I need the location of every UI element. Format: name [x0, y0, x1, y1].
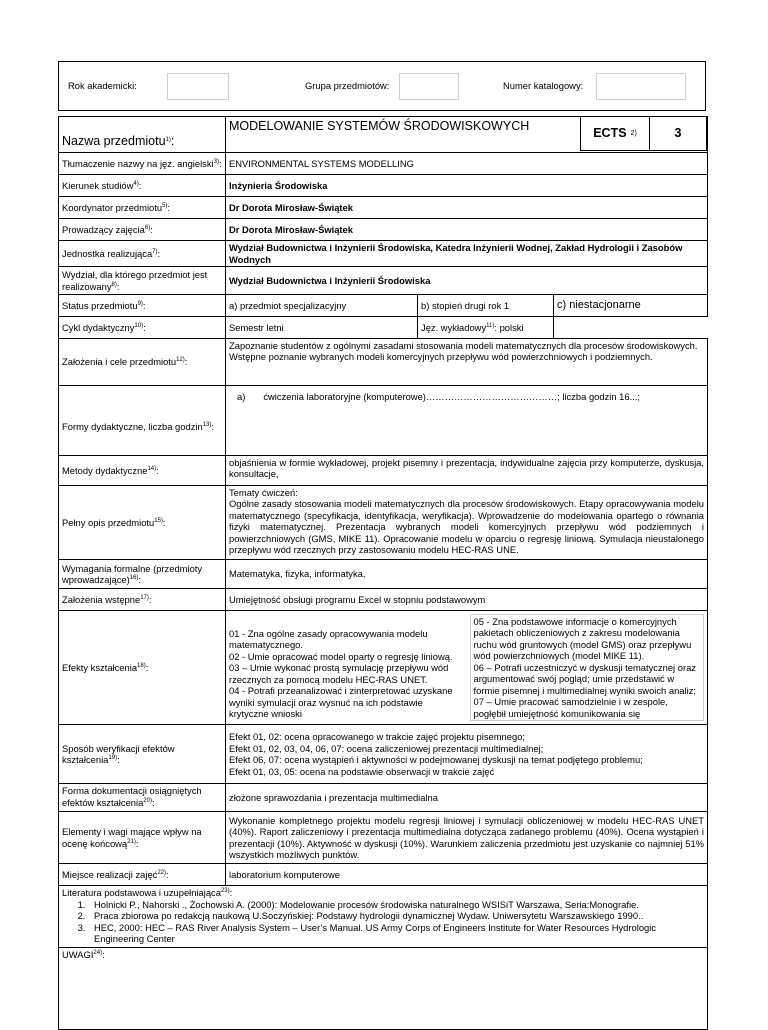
- rok-akademicki-field[interactable]: [167, 73, 229, 100]
- metody-label: Metody dydaktyczne$^{14)}$:: [59, 456, 226, 486]
- grupa-przedmiotow-label: Grupa przedmiotów:: [305, 80, 390, 91]
- ects-value-box: 3: [649, 116, 707, 151]
- dokumentacja-value: złożone sprawozdania i prezentacja multimedialna: [226, 784, 708, 812]
- elementy-value: Wykonanie kompletnego projektu modelu regresji liniowej i symulacji obliczeniowej w modelu HEC-RAS UNET (40%). Raport zaliczeniowy i prezentacja multimedialna dotycząca zadanego problemu (40%). Ocena wystąpień i prezentacji (10%). Aktywność w dyskusji (10%). Warunkiem zaliczenia przedmiotu jest uzyskanie co najmniej 51% wszystkich możliwych punktów.: [226, 812, 708, 864]
- literatura-item: 1. Holnicki P., Nahorski ., Żochowski A. (2000): Modelowanie procesów środowiska naturalnego WSISiT Warszawa, Seria:Monografie.: [88, 899, 704, 910]
- metody-value: objaśnienia w formie wykładowej, projekt pisemny i prezentacja, indywidualne zajęcia przy komputerze, dyskusja, konsultacje,: [226, 456, 708, 486]
- jednostka-label: Jednostka realizująca$^{7)}$:: [59, 241, 226, 267]
- status-c: c) niestacjonarne: [554, 295, 708, 317]
- literatura-item: 3. HEC, 2000: HEC – RAS River Analysis System – User’s Manual. US Army Corps of Engineers Institute for Water Resources Hydrologic Engineering Center: [88, 922, 704, 945]
- weryfikacja-value: Efekt 01, 02: ocena opracowanego w trakcie zajęć projektu pisemnego; Efekt 01, 02, 03, 04, 06, 07: ocena zaliczeniowej prezentacji multimedialnej; Efekt 06, 07: ocena wystąpień i aktywności w podejmowanej dyskusji na temat podjętego problemu; Efekt 01, 03, 05: ocena na podstawie obserwacji w trakcie zajęć: [226, 725, 708, 784]
- wydzial-value: Wydział Budownictwa i Inżynierii Środowiska: [226, 267, 708, 295]
- tlumaczenie-label: Tłumaczenie nazwy na jęz. angielski$^{3)}$:: [59, 153, 226, 175]
- efekty-right: 05 - Zna podstawowe informacje o komercyjnych pakietach obliczeniowych z zakresu modelowania ruchu wód gruntowych (model GMS) oraz przepływu wód powierzchniowych (model MIKE 11). 06 – Potrafi uczestniczyć w dyskusji tematycznej oraz argumentować swój pogląd; umie przedstawić w formie pisemnej i multimedialnej wyniki swoich analiz; 07 – Umie pracować samodzielnie i w zespole, pogłębił umiejętność komunikowania się: [470, 614, 705, 721]
- ects-label-box: ECTS 2): [580, 116, 650, 151]
- grupa-przedmiotow-field[interactable]: [399, 73, 459, 100]
- status-a: a) przedmiot specjalizacyjny: [226, 295, 418, 317]
- literatura-list: [62, 899, 704, 945]
- opis-value: Tematy ćwiczeń: Ogólne zasady stosowania modeli matematycznych dla procesów środowiskowych. Etapy opracowywania modelu matematycznego (specyfikacja, identyfikacja, weryfikacja). Wprowadzenie do modelowania opartego o równania fizyki matematycznej. Prezentacja wybranych modeli komercyjnych przepływu wód podziemnych i powierzchniowych (GMS, MIKE 11). Opracowanie modelu w oparciu o regresję liniową. Symulacja nieustalonego przepływu wód rzecznych przy zastosowaniu modelu HEC-RAS UNE.: [226, 486, 708, 560]
- cykl-semestr: Semestr letni: [226, 317, 418, 339]
- literatura-item: 2. Praca zbiorowa po redakcją naukową U.Soczyńskiej: Podstawy hydrologii dynamicznej Wydaw. Uniwersytetu Warszawskiego 1990..: [88, 910, 704, 921]
- elementy-label: Elementy i wagi mające wpływ na ocenę końcową$^{21)}$:: [59, 812, 226, 864]
- kierunek-value: Inżynieria Środowiska: [226, 175, 708, 197]
- opis-label: Pełny opis przedmiotu$^{15)}$:: [59, 486, 226, 560]
- miejsce-label: Miejsce realizacji zajęć$^{22)}$:: [59, 864, 226, 886]
- uwagi-cell: [59, 948, 708, 1030]
- koordynator-value: Dr Dorota Mirosław-Świątek: [226, 197, 708, 219]
- status-label: Status przedmiotu$^{9)}$:: [59, 295, 226, 317]
- wydzial-label: Wydział, dla którego przedmiot jest realizowany$^{8)}$:: [59, 267, 226, 295]
- cykl-jezyk: Jęz. wykładowy$^{11)}$: polski: [418, 317, 554, 339]
- nazwa-label: Nazwa przedmiotu$^{1)}$:: [59, 117, 226, 153]
- dokumentacja-label: Forma dokumentacji osiągniętych efektów kształcenia$^{20)}$:: [59, 784, 226, 812]
- formy-value: a) ćwiczenia laboratoryjne (komputerowe)……………………………………; liczba godzin 16...;: [226, 386, 708, 456]
- kierunek-label: Kierunek studiów$^{4)}$:: [59, 175, 226, 197]
- prowadzacy-label: Prowadzący zajęcia$^{6)}$:: [59, 219, 226, 241]
- zalozenia-wstepne-label: Założenia wstępne$^{17)}$:: [59, 589, 226, 611]
- efekty-value: [226, 611, 708, 725]
- rok-akademicki-label: Rok akademicki:: [68, 80, 137, 91]
- wymagania-label: Wymagania formalne (przedmioty wprowadzające)$^{16)}$:: [59, 560, 226, 589]
- numer-katalogowy-field[interactable]: [596, 73, 686, 100]
- miejsce-value: laboratorium komputerowe: [226, 864, 708, 886]
- uwagi-label: UWAGI$^{24)}$:: [62, 949, 105, 961]
- numer-katalogowy-label: Numer katalogowy:: [503, 80, 584, 91]
- nazwa-value: MODELOWANIE SYSTEMÓW ŚRODOWISKOWYCH: [226, 117, 640, 153]
- efekty-label: Efekty kształcenia$^{18)}$:: [59, 611, 226, 725]
- jednostka-value: Wydział Budownictwa i Inżynierii Środowiska, Katedra Inżynierii Wodnej, Zakład Hydrologii i Zasobów Wodnych: [226, 241, 708, 267]
- zalozenia-cele-value: Zapoznanie studentów z ogólnymi zasadami stosowania modeli matematycznych dla procesów środowiskowych. Wstępne poznanie wybranych modeli komercyjnych przepływu wód powierzchniowych i podziemnych.: [226, 339, 708, 386]
- header-box: [58, 61, 706, 111]
- zalozenia-cele-label: Założenia i cele przedmiotu$^{12)}$:: [59, 339, 226, 386]
- weryfikacja-label: Sposób weryfikacji efektów kształcenia$^{19)}$:: [59, 725, 226, 784]
- formy-label: Formy dydaktyczne, liczba godzin$^{13)}$:: [59, 386, 226, 456]
- literatura-label: Literatura podstawowa i uzupełniająca$^{23)}$:: [62, 887, 233, 899]
- literatura-cell: [59, 886, 708, 948]
- tlumaczenie-value: ENVIRONMENTAL SYSTEMS MODELLING: [226, 153, 708, 175]
- cykl-label: Cykl dydaktyczny$^{10)}$:: [59, 317, 226, 339]
- efekty-left: 01 - Zna ogólne zasady opracowywania modelu matematycznego. 02 - Umie opracować model oparty o regresję liniową. 03 – Umie wykonać prostą symulację przepływu wód rzecznych za pomocą modelu HEC-RAS UNET. 04 - Potrafi przeanalizować i zinterpretować uzyskane wyniki symulacji oraz wysnuć na ich podstawie krytyczne wnioski: [229, 628, 453, 720]
- zalozenia-wstepne-value: Umiejętność obsługi programu Excel w stopniu podstawowym: [226, 589, 708, 611]
- koordynator-label: Koordynator przedmiotu$^{5)}$:: [59, 197, 226, 219]
- status-b: b) stopień drugi rok 1: [418, 295, 554, 317]
- wymagania-value: Matematyka, fizyka, informatyka,: [226, 560, 708, 589]
- course-table: [58, 116, 708, 1030]
- prowadzacy-value: Dr Dorota Mirosław-Świątek: [226, 219, 708, 241]
